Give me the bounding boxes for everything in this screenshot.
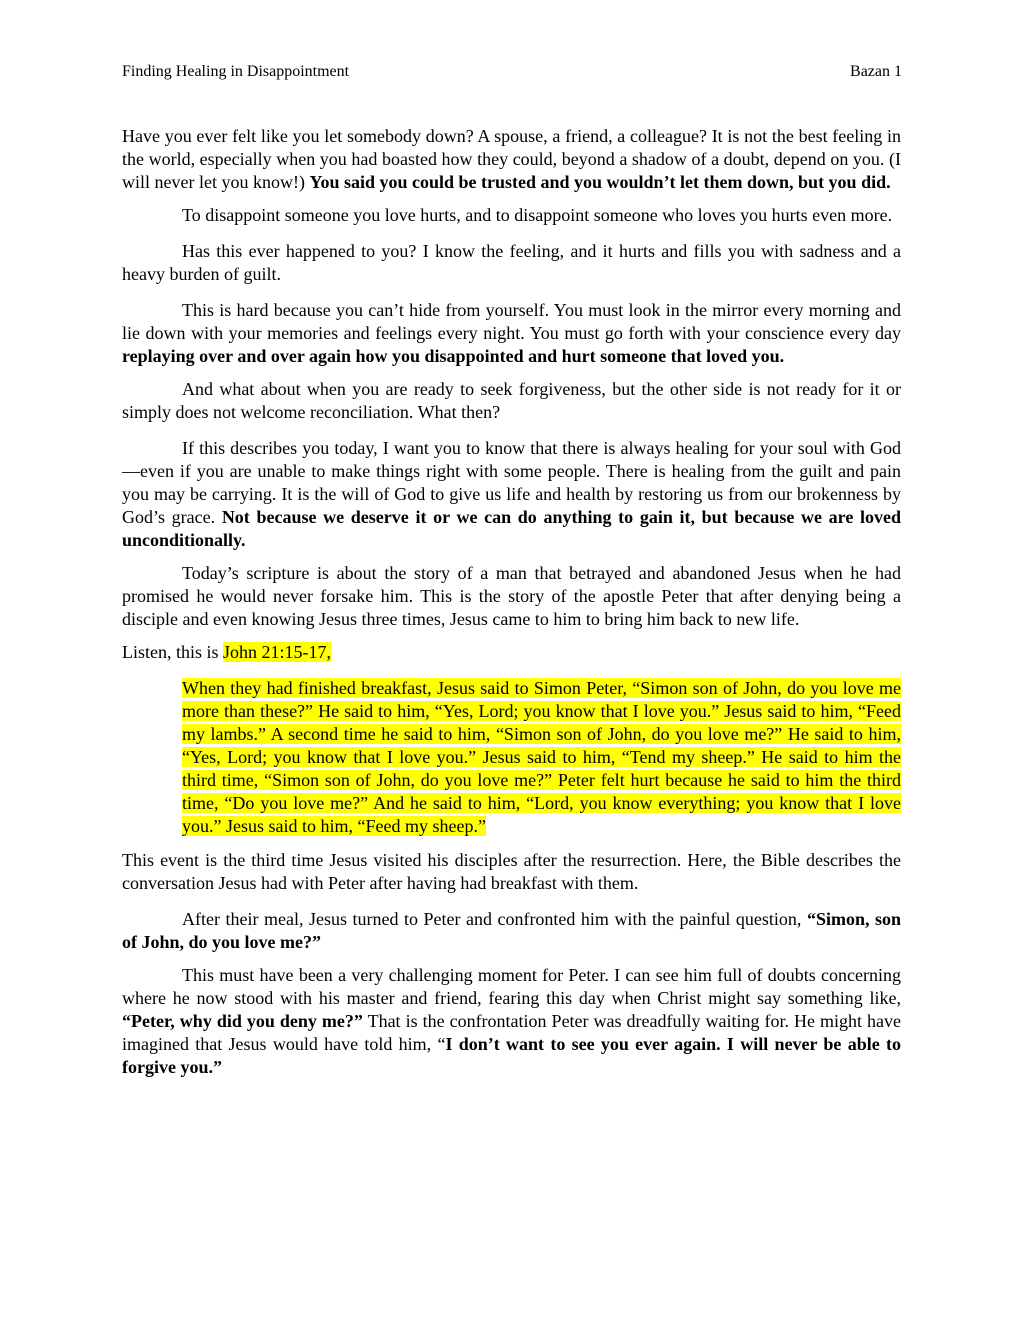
document-body	[122, 125, 901, 1092]
paragraph-1	[122, 125, 901, 194]
paragraph-7: Today’s scripture is about the story of a man that betrayed and abandoned Jesus when he had promised he would never forsake him. This is the story of the apostle Peter that after denying being a disciple and even knowing Jesus three times, Jesus came to him to bring him back to new life.	[122, 563, 901, 629]
paragraph-10	[122, 908, 901, 954]
paragraph-1-bold: You said you could be trusted and you wouldn’t let them down, but you did.	[309, 172, 891, 192]
paragraph-11-text-2: That is the confrontation Peter was dreadfully waiting for. He might have imagined that Jesus would have told him, “	[122, 1011, 902, 1054]
paragraph-4-text: This is hard because you can’t hide from yourself. You must look in the mirror every morning and lie down with your memories and feelings every night. You must go forth with your conscience every day	[122, 300, 901, 343]
scripture-reference: John 21:15-17,	[223, 642, 332, 662]
paragraph-5: And what about when you are ready to seek forgiveness, but the other side is not ready for it or simply does not welcome reconciliation. What then?	[122, 379, 901, 422]
paragraph-6-bold: Not because we deserve it or we can do anything to gain it, but because we are loved unconditionally.	[122, 507, 901, 550]
paragraph-11	[122, 964, 901, 1079]
paragraph-2: To disappoint someone you love hurts, and to disappoint someone who loves you hurts even more.	[182, 205, 893, 225]
paragraph-11-text-1: This must have been a very challenging moment for Peter. I can see him full of doubts concerning where he now stood with his master and friend, fearing this day when Christ might say something like,	[122, 965, 901, 1008]
paragraph-10-bold: “Simon, son of John, do you love me?”	[122, 909, 901, 952]
paragraph-6-text: If this describes you today, I want you to know that there is always healing for your soul with God—even if you are unable to make things right with some people. There is healing from the guilt and pain you may be carrying. It is the will of God to give us life and health by restoring us from our brokenness by God’s grace.	[122, 438, 901, 527]
running-title: Finding Healing in Disappointment	[122, 63, 350, 80]
paragraph-3: Has this ever happened to you? I know the feeling, and it hurts and fills you with sadness and a heavy burden of guilt.	[122, 241, 901, 284]
paragraph-10-text: After their meal, Jesus turned to Peter and confronted him with the painful question,	[182, 909, 807, 929]
scripture-quote	[182, 677, 901, 838]
paragraph-6	[122, 437, 901, 552]
paragraph-11-bold-1: “Peter, why did you deny me?”	[122, 1011, 363, 1031]
scripture-quote-text: When they had finished breakfast, Jesus said to Simon Peter, “Simon son of John, do you love me more than these?” He said to him, “Yes, Lord; you know that I love you.” Jesus said to him, “Feed my lambs.” A second time he said to him, “Simon son of John, do you love me?” He said to him, “Yes, Lord; you know that I love you.” Jesus said to him, “Tend my sheep.” He said to him the third time, “Simon son of John, do you love me?” Peter felt hurt because he said to him the third time, “Do you love me?” And he said to him, “Lord, you know everything; you know that I love you.” Jesus said to him, “Feed my sheep.”	[182, 678, 901, 836]
paragraph-8	[122, 641, 901, 664]
paragraph-1-text: Have you ever felt like you let somebody down? A spouse, a friend, a colleague? It is not the best feeling in the world, especially when you had boasted how they could, beyond a shadow of a doubt, depend on you. (I will never let you know!)	[122, 126, 901, 192]
paragraph-4-bold: replaying over and over again how you disappointed and hurt someone that loved you.	[122, 346, 785, 366]
paragraph-9: This event is the third time Jesus visited his disciples after the resurrection. Here, the Bible describes the conversation Jesus had with Peter after having had breakfast with them.	[122, 850, 901, 893]
paragraph-11-bold-2: I don’t want to see you ever again. I will never be able to forgive you.”	[122, 1034, 901, 1077]
paragraph-8-text: Listen, this is	[122, 642, 224, 662]
page-number: Bazan 1	[850, 63, 902, 80]
paragraph-4	[122, 299, 901, 368]
